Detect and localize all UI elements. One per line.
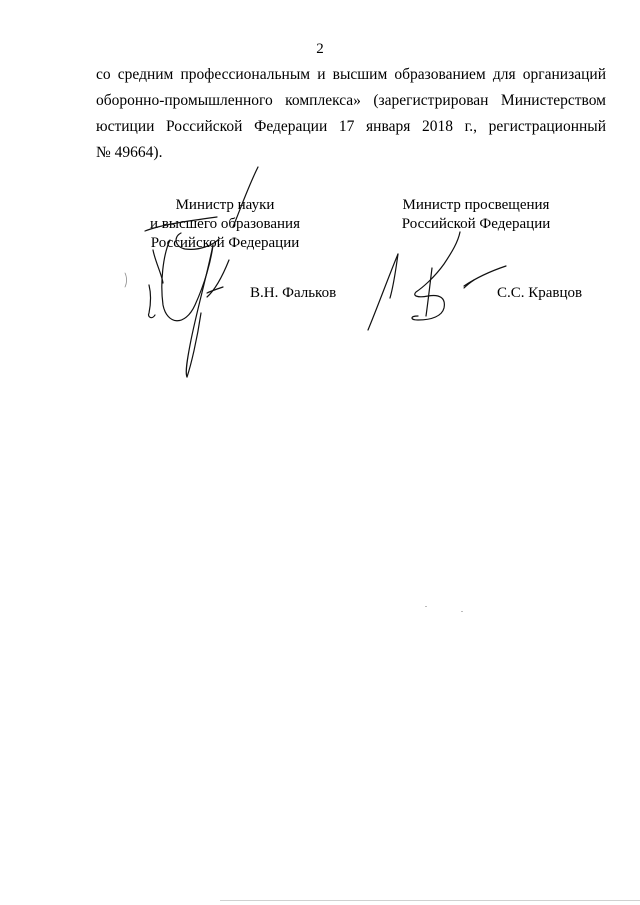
paragraph-line: юстиции Российской Федерации 17 января 2018 г., регистрационный (96, 118, 606, 135)
paragraph-line: оборонно-промышленного комплекса» (зарегистрирован Министерством (96, 92, 606, 109)
right-title-line: Министр просвещения (402, 197, 550, 213)
page-number: 2 (316, 41, 324, 57)
left-title-line: Министр науки (175, 197, 275, 213)
scan-edge-line (220, 900, 640, 901)
scan-speck (461, 611, 463, 612)
left-handwritten-signature (115, 165, 265, 380)
right-signatory-name: С.С. Кравцов (497, 285, 583, 301)
left-signatory-name: В.Н. Фальков (250, 285, 337, 301)
paragraph-line: со средним профессиональным и высшим образованием для организаций (96, 66, 606, 83)
scan-speck (425, 606, 427, 607)
paragraph-line: № 49664). (96, 144, 163, 161)
body-paragraph (96, 62, 606, 166)
left-title-line: Российской Федерации (150, 235, 300, 251)
left-title-line: и высшего образования (150, 216, 300, 232)
right-title-line: Российской Федерации (401, 216, 551, 232)
right-handwritten-signature (360, 228, 520, 338)
